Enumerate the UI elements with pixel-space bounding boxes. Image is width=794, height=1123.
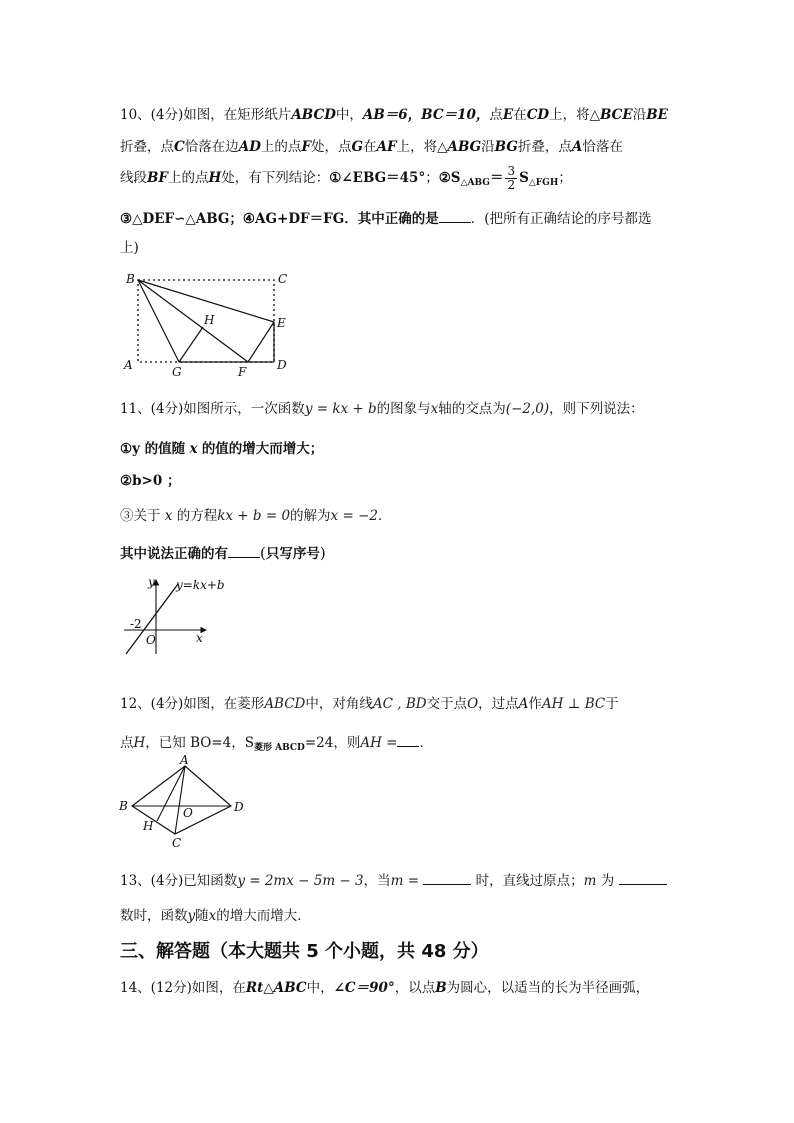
label-x: x <box>196 631 203 645</box>
label-b: B <box>126 272 135 286</box>
q13-line-2: 数时，函数y随x的增大而增大． <box>120 908 311 924</box>
q12-line-1: 12、(4分)如图，在菱形ABCD中，对角线AC , BD交于点O，过点A作AH ⊥ BC于 <box>120 696 619 712</box>
q10-line-3: 线段BF上的点H处，有下列结论：①∠EBG＝45°；$②S_{\triangle ABG}=$ $\frac{3}{2}$ $S_{\triangle FGH}$； <box>120 164 572 192</box>
label-g: G <box>172 365 182 379</box>
label-b: B <box>119 799 128 813</box>
answer-blank-1[interactable] <box>423 870 471 885</box>
q11-figure <box>118 572 225 658</box>
fraction-three-halves: $\frac{3}{2}$ <box>507 164 516 192</box>
q11-statement-2: ②b>0 ； <box>120 473 181 489</box>
section-heading: 三、解答题（本大题共 5 个小题，共 48 分） <box>120 941 489 962</box>
label-a: A <box>180 753 189 767</box>
label-origin: O <box>146 633 156 647</box>
segment-bf <box>138 280 248 362</box>
q10-line-2: 折叠，点C恰落在边AD上的点F处，点G在AF上，将△ABG沿BG折叠，点A恰落在 <box>120 139 623 155</box>
label-a: A <box>124 358 133 372</box>
q12-figure <box>115 752 255 852</box>
label-c: C <box>172 836 182 850</box>
q11-statement-1: ①y 的值随 x 的值的增大而增大； <box>120 441 324 457</box>
segment-bg <box>138 280 179 362</box>
answer-blank-2[interactable] <box>619 870 667 885</box>
q10-line-4: ③△DEF∽△ABG；④AG+DF＝FG．其中正确的是 ．(把所有正确结论的序号都选 <box>120 207 652 227</box>
label-c: C <box>278 272 288 286</box>
q10-figure <box>118 268 298 380</box>
label-e: E <box>277 316 286 330</box>
label-h: H <box>143 819 154 833</box>
q11-answer-line: 其中说法正确的有 (只写序号) <box>120 544 326 562</box>
q11-line-1: 11、(4分)如图所示，一次函数y = kx + b的图象与x轴的交点为(−2,0)，则下列说法： <box>120 401 644 417</box>
answer-blank[interactable] <box>228 543 260 558</box>
label-h: H <box>204 313 215 327</box>
q10-line-5: 上) <box>120 240 139 256</box>
answer-blank[interactable] <box>397 732 419 747</box>
label-y: y <box>148 575 155 589</box>
segment-gh <box>179 327 203 362</box>
label-d: D <box>234 800 244 814</box>
label-d: D <box>277 358 287 372</box>
q12-line-2: 点H，已知 BO=4，$S_{菱形 ABCD}=24$，则AH = ． <box>120 731 433 753</box>
label-func: y=kx+b <box>176 578 225 592</box>
q11-statement-3: ③关于 x 的方程kx + b = 0的解为x = −2． <box>120 508 392 524</box>
answer-blank[interactable] <box>439 208 471 223</box>
label-neg2: -2 <box>130 617 142 631</box>
q10-line-1: 10、(4分)如图，在矩形纸片ABCD中，AB＝6，BC＝10，点E在CD上，将△BCE沿BE <box>120 107 668 123</box>
label-f: F <box>238 365 247 379</box>
segment-fe <box>248 322 274 362</box>
q14-line-1: 14、(12分)如图，在Rt△ABC中，∠C＝90°，以点B为圆心，以适当的长为半径画弧， <box>120 980 650 996</box>
label-o: O <box>183 806 193 820</box>
q13-line-1: 13、(4分)已知函数y = 2mx − 5m − 3，当m = 时，直线过原点；m 为 <box>120 869 667 889</box>
